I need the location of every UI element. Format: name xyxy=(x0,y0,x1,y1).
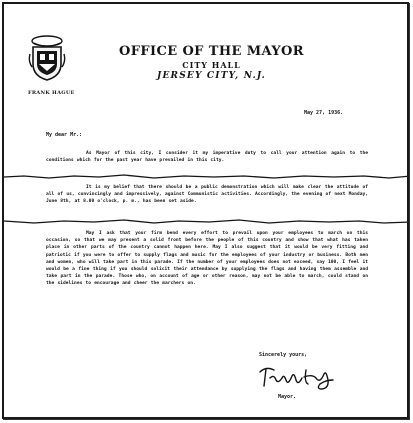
mayor-name-label: FRANK HAGUE xyxy=(28,90,75,96)
tear-line xyxy=(4,174,409,180)
salutation: My dear Mr.: xyxy=(46,132,83,138)
paragraph-1: As Mayor of this city, I consider it my imperative duty to call your attention again to the conditions which for the past year have prevailed in this city. xyxy=(46,151,368,164)
letter-page xyxy=(2,2,409,419)
signature xyxy=(256,362,336,392)
building-name: CITY HALL xyxy=(182,60,241,70)
paragraph-3: May I ask that your firm bend every effort to prevail upon your employees to march on this occasion, so that we may present a solid front before the people of this country and show that what has taken place in other parts of the country cannot happen here. May I also suggest that it would be very fitting and patriotic if you were to offer to supply flags and music for the employees of your industry or business. Both men and women, who will take part in this parade. If the number of your employees does not exceed, say 100, I feel it would be a fine thing if you should solicit their attendance by supplying the flags and having them assemble and take part in the parade. Those who, on account of age or other reason, may not be able to march, could stand on the sidelines to encourage and cheer the marchers on. xyxy=(46,231,368,287)
letterhead xyxy=(104,44,319,82)
city-seal xyxy=(28,34,66,82)
office-title: OFFICE OF THE MAYOR xyxy=(119,44,304,59)
signer-title: Mayor. xyxy=(278,394,297,400)
tear-line xyxy=(4,219,409,225)
seal-icon xyxy=(28,34,66,82)
city-name: JERSEY CITY, N.J. xyxy=(157,71,266,81)
letter-date: May 27, 1936. xyxy=(304,110,344,116)
paragraph-2: It is my belief that there should be a public demonstration which will make clear the attitude of all of us, convincingly and impressively, against Communistic activities. Accordingly, the evening of next Monday, June 8th, at 8.00 o'clock, p. m., has been set aside. xyxy=(46,185,368,205)
closing: Sincerely yours, xyxy=(259,352,308,358)
